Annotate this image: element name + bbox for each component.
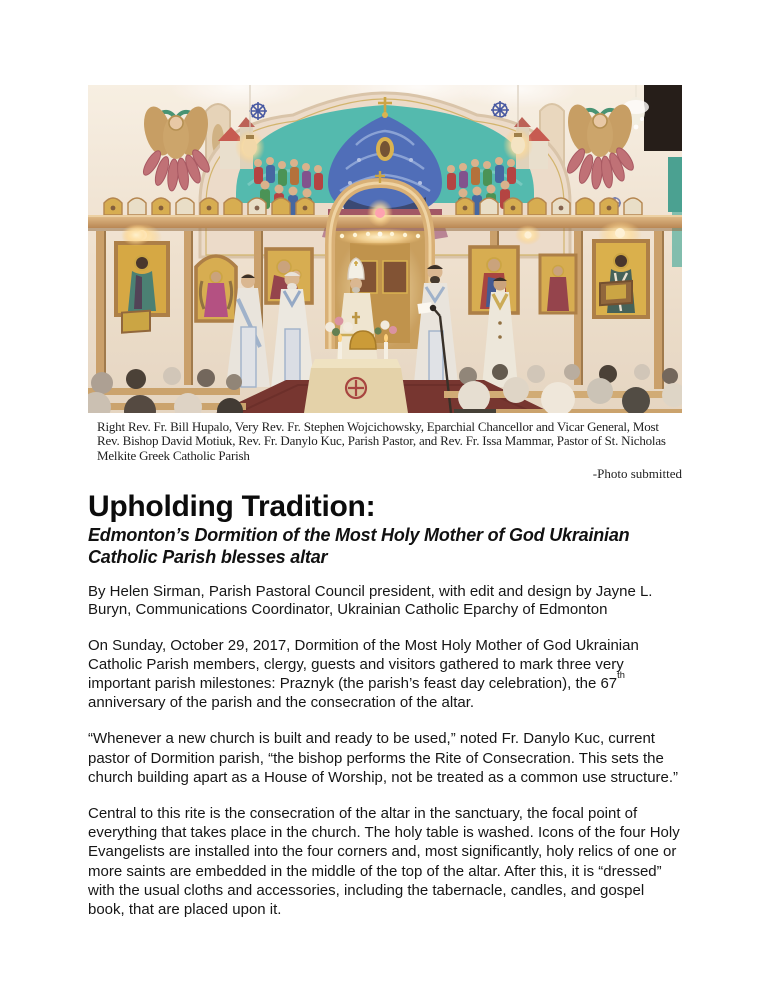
article-photo bbox=[88, 85, 682, 413]
article-column bbox=[88, 85, 682, 936]
photo-caption: Right Rev. Fr. Bill Hupalo, Very Rev. Fr. Stephen Wojcichowsky, Eparchial Chancellor and Vicar General, Most Rev. Bishop David Motiuk, Rev. Fr. Danylo Kuc, Parish Pastor, and Rev. Fr. Issa Mammar, Pastor of St. Nicholas Melkite Greek Catholic Parish bbox=[97, 419, 666, 463]
article-title: Upholding Tradition: bbox=[88, 489, 376, 523]
article-body bbox=[88, 636, 682, 919]
article-byline: By Helen Sirman, Parish Pastoral Council president, with edit and design by Jayne L. Buryn, Communications Coordinator, Ukrainian Catholic Eparchy of Edmonton bbox=[88, 583, 653, 618]
article-paragraph: On Sunday, October 29, 2017, Dormition of the Most Holy Mother of God Ukrainian Catholic Parish members, clergy, guests and visitors gathered to mark three very important parish milestones: Praznyk (the parish’s feast day celebration), the 67th anniversary of the parish and the consecration of the altar. bbox=[88, 636, 639, 712]
article-paragraph: “Whenever a new church is built and ready to be used,” noted Fr. Danylo Kuc, current pastor of Dormition parish, “the bishop performs the Rite of Consecration. This sets the church building apart as a House of Worship, not be treated as a common use structure.” bbox=[88, 730, 679, 786]
photo-tint bbox=[88, 85, 682, 413]
church-interior-illustration bbox=[88, 85, 682, 413]
article-subtitle: Edmonton’s Dormition of the Most Holy Mother of God Ukrainian Catholic Parish blesses altar bbox=[88, 525, 630, 568]
photo-credit: -Photo submitted bbox=[592, 465, 682, 481]
article-photo-figure bbox=[88, 85, 682, 482]
article-paragraph: Central to this rite is the consecration of the altar in the sanctuary, the focal point of everything that takes place in the church. The holy table is washed. Icons of the four Holy Evangelists are installed into the four corners and, most significantly, holy relics of one or more saints are embedded in the middle of the top of the altar. After this, it is “dressed” with the usual cloths and accessories, including the tabernacle, candles, and gospel book, that are placed upon it. bbox=[88, 804, 680, 918]
